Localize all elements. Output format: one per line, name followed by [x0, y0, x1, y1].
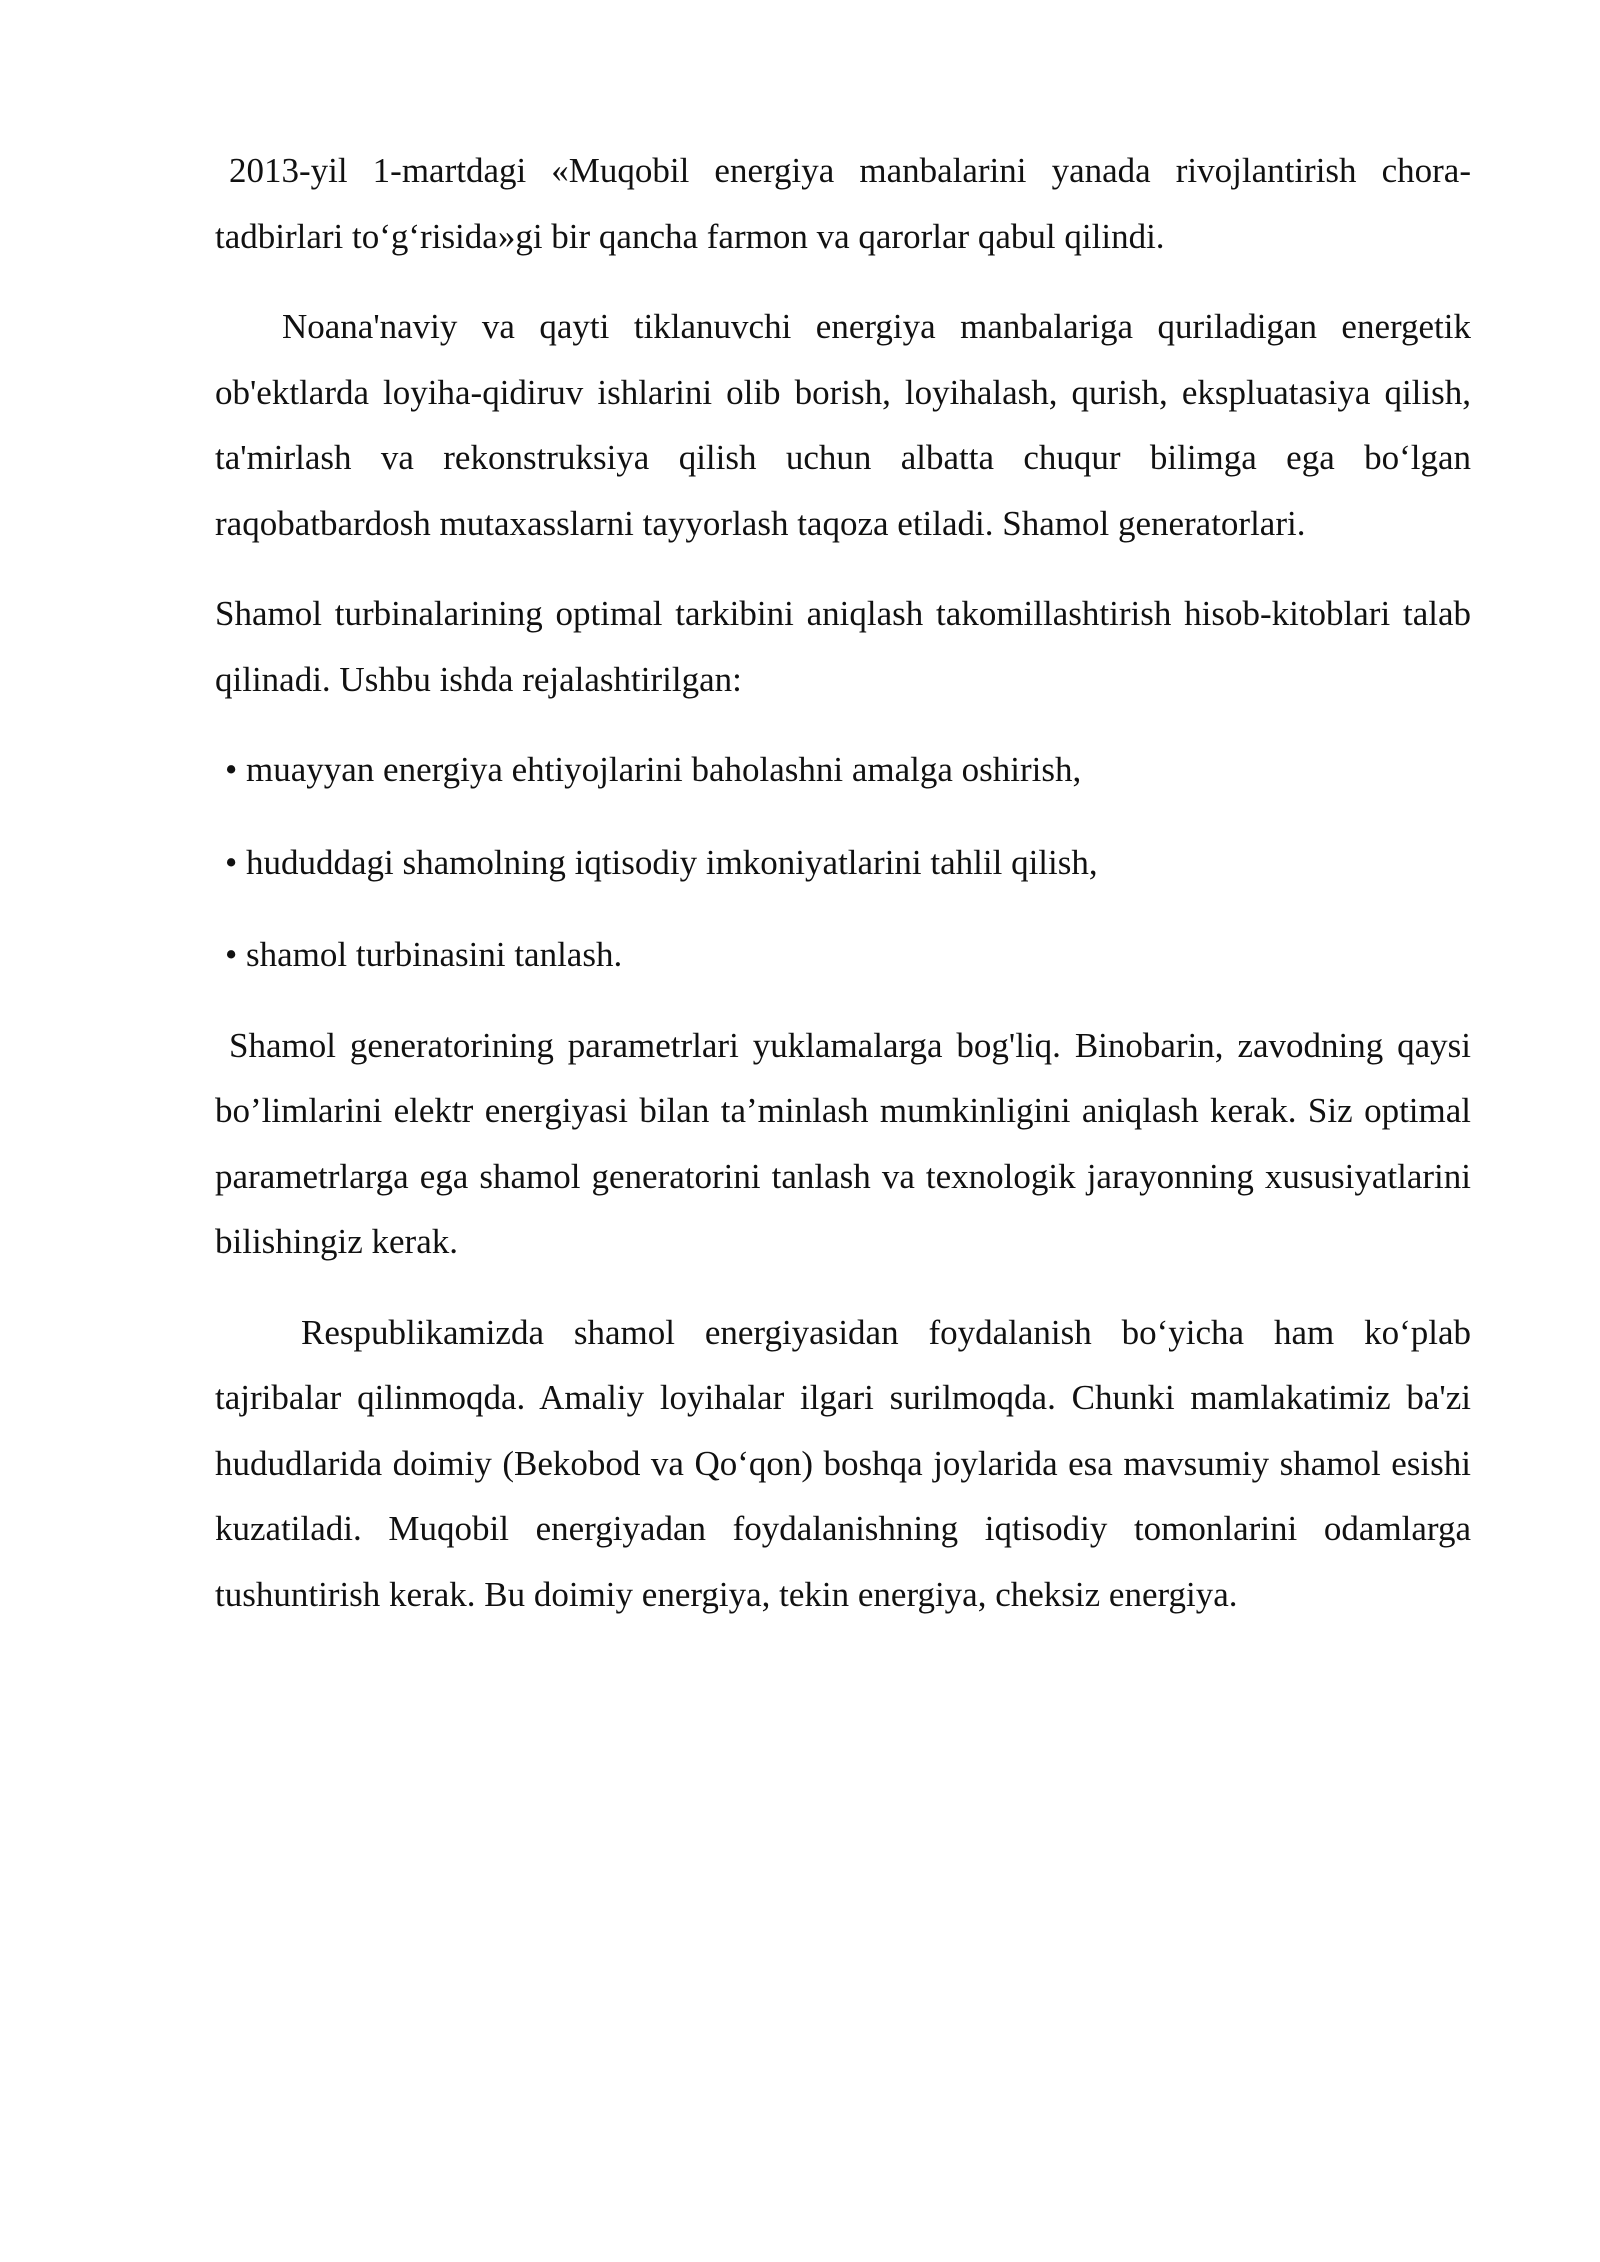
paragraph-turbine-calculations: Shamol turbinalarining optimal tarkibini aniqlash takomillashtirish hisob-kitoblari talab qilinadi. Ushbu ishda rejalashtirilgan: — [215, 594, 1471, 699]
document-page — [215, 138, 1471, 1627]
paragraph-republic-experience: Respublikamizda shamol energiyasidan foydalanish bo‘yicha ham ko‘plab tajribalar qilinmoqda. Amaliy loyihalar ilgari surilmoqda. Chunki mamlakatimiz ba'zi hududlarida doimiy (Bekobod va Qo‘qon) boshqa joylarida esa mavsumiy shamol esishi kuzatiladi. Muqobil energiyadan foydalanishning iqtisodiy tomonlarini odamlarga tushuntirish kerak. Bu doimiy energiya, tekin energiya, cheksiz energiya. — [215, 1312, 1471, 1614]
paragraph-specialists: Noana'naviy va qayti tiklanuvchi energiya manbalariga quriladigan energetik ob'ektlarda loyiha-qidiruv ishlarini olib borish, loyihalash, qurish, ekspluatasiya qilish, ta'mirlash va rekonstruksiya qilish uchun albatta chuqur bilimga ega bo‘lgan raqobatbardosh mutaxasslarni tayyorlash taqoza etiladi. Shamol generatorlari. — [215, 307, 1471, 543]
list-item: • shamol turbinasini tanlash. — [225, 935, 623, 974]
paragraph-decree: 2013-yil 1-martdagi «Muqobil energiya manbalarini yanada rivojlantirish chora-tadbirlari to‘g‘risida»gi bir qancha farmon va qarorlar qabul qilindi. — [215, 151, 1471, 256]
paragraph-generator-parameters: Shamol generatorining parametrlari yuklamalarga bog'liq. Binobarin, zavodning qaysi bo’limlarini elektr energiyasi bilan ta’minlash mumkinligini aniqlash kerak. Siz optimal parametrlarga ega shamol generatorini tanlash va texnologik jarayonning xususiyatlarini bilishingiz kerak. — [215, 1025, 1471, 1261]
list-item: • hududdagi shamolning iqtisodiy imkoniyatlarini tahlil qilish, — [225, 842, 1098, 882]
list-item: • muayyan energiya ehtiyojlarini baholashni amalga oshirish, — [225, 750, 1082, 789]
